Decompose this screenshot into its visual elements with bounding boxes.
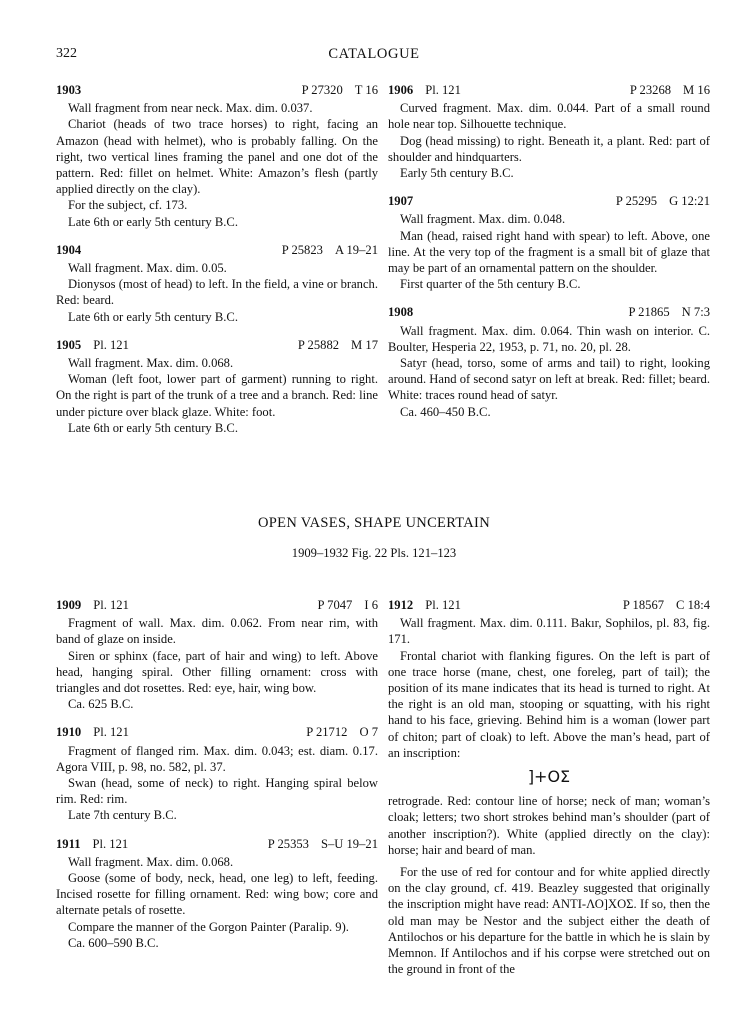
findspot: S–U 19–21 — [320, 836, 378, 851]
entry-header — [56, 82, 378, 98]
findspot: O 7 — [359, 725, 378, 740]
page-number: 322 — [56, 46, 77, 61]
entry-paragraph: Fragment of flanged rim. Max. dim. 0.043; est. diam. 0.17. Agora VIII, p. 98, no. 582, pl. 37. — [56, 743, 378, 774]
entry-paragraph: Wall fragment. Max. dim. 0.068. — [68, 854, 234, 869]
entry-paragraph: Wall fragment. Max. dim. 0.064. Thin wash on interior. C. Boulter, Hesperia 22, 1953, p. 71, no. 20, pl. 28. — [388, 323, 710, 354]
findspot: M 16 — [683, 83, 710, 97]
entry-date: Late 7th century B.C. — [68, 808, 177, 823]
entry-number: 1909 — [56, 598, 82, 612]
entry-header — [56, 724, 378, 740]
entry-number: 1910 — [56, 725, 82, 740]
findspot: T 16 — [354, 83, 378, 97]
findspot: I 6 — [364, 598, 378, 612]
entry-paragraph: For the subject, cf. 173. — [68, 198, 188, 213]
section-subtitle: 1909–1932 Fig. 22 Pls. 121–123 — [291, 546, 457, 560]
inventory-number: P 25353 — [267, 836, 309, 851]
entry-paragraph: Wall fragment. Max. dim. 0.068. — [68, 356, 234, 371]
entry-header — [388, 304, 710, 320]
entry-paragraph: Dog (head missing) to right. Beneath it, a plant. Red: part of shoulder and hindquarters. — [388, 133, 710, 164]
entry-paragraph: Goose (some of body, neck, head, one leg) to left, feeding. Incised rosette for filling ornament. Red: wing bow; core and alternate petals of rosette. — [56, 871, 378, 918]
inventory-number: P 21865 — [628, 305, 670, 320]
entry-paragraph: Wall fragment. Max. dim. 0.05. — [68, 261, 227, 276]
entry-number: 1903 — [56, 83, 82, 97]
entry-date: Late 6th or early 5th century B.C. — [68, 420, 238, 435]
entry-date: Early 5th century B.C. — [400, 166, 514, 181]
entry-date: Ca. 460–450 B.C. — [400, 404, 491, 419]
catalogue-entry-1910 — [56, 724, 378, 823]
running-head: CATALOGUE — [328, 46, 420, 62]
inventory-number: P 25295 — [615, 194, 658, 209]
entry-paragraph: For the use of red for contour and for white applied directly on the clay ground, cf. 419. Beazley suggested that originally the inscription might have read: ANTI-ΛΟ]ΧΟΣ. If so, then the old man may be Nestor and the subject either the death of Antilochos or his departure for the battle in which he is slain by Memnon. If Antilochos and if his corpse were stretched out on the ground in front of the — [388, 865, 710, 977]
entry-paragraph: Chariot (heads of two trace horses) to right, facing an Amazon (head with helmet), who is probably falling. On the right, two vertical lines framing the panel and one dot of the pattern. Red: fillet on helmet. White: Amazon’s flesh (partly applied directly on the clay). — [56, 117, 378, 197]
inventory-number: P 27320 — [301, 83, 343, 97]
findspot: A 19–21 — [334, 242, 378, 257]
entry-date: Ca. 625 B.C. — [68, 697, 134, 712]
entry-number: 1905 — [56, 337, 82, 352]
plate-reference: Pl. 121 — [93, 337, 129, 352]
entry-paragraph: Wall fragment from near neck. Max. dim. 0.037. — [68, 101, 313, 116]
plate-reference: Pl. 121 — [425, 598, 461, 612]
entry-number: 1912 — [388, 598, 414, 612]
entry-date: Late 6th or early 5th century B.C. — [68, 309, 238, 324]
entry-paragraph: Siren or sphinx (face, part of hair and wing) to left. Above head, hanging spiral. Other filling ornament: cross with triangles and dot rosettes. Red: eye, hair, wing bow. — [56, 648, 378, 696]
catalogue-entry-1909 — [56, 597, 378, 712]
inventory-number: P 25823 — [281, 242, 323, 257]
bottom-right-column — [388, 597, 710, 989]
section-title: OPEN VASES, SHAPE UNCERTAIN — [258, 515, 490, 531]
catalogue-entry-1907 — [388, 193, 710, 292]
entry-paragraph: Man (head, raised right hand with spear) to left. Above, one line. At the very top of the fragment is a small bit of glaze that may be part of an ornamental pattern on the shoulder. — [388, 228, 710, 276]
plate-reference: Pl. 121 — [425, 83, 461, 97]
entry-header — [56, 337, 378, 353]
catalogue-entry-1906 — [388, 82, 710, 181]
entry-paragraph: Wall fragment. Max. dim. 0.111. Bakır, Sophilos, pl. 83, fig. 171. — [388, 616, 710, 647]
entry-header — [56, 836, 378, 852]
findspot: M 17 — [351, 337, 378, 352]
catalogue-entry-1912 — [388, 597, 710, 977]
catalogue-entry-1905 — [56, 337, 378, 436]
inventory-number: P 7047 — [317, 598, 353, 612]
inventory-number: P 18567 — [622, 598, 665, 612]
entry-paragraph: Swan (head, some of neck) to right. Hanging spiral below rim. Red: rim. — [56, 776, 378, 807]
entry-header — [388, 597, 710, 613]
inventory-number: P 21712 — [306, 725, 348, 740]
entry-number: 1906 — [388, 83, 414, 97]
entry-paragraph: Fragment of wall. Max. dim. 0.062. From near rim, with band of glaze on inside. — [56, 616, 378, 647]
entry-paragraph: Curved fragment. Max. dim. 0.044. Part of a small round hole near top. Silhouette technique. — [388, 101, 710, 132]
plate-reference: Pl. 121 — [93, 598, 129, 612]
inventory-number: P 23268 — [629, 83, 672, 97]
catalogue-entry-1911 — [56, 836, 378, 951]
entry-date: Ca. 600–590 B.C. — [68, 935, 159, 950]
entry-date: First quarter of the 5th century B.C. — [400, 277, 581, 292]
catalogue-entry-1903 — [56, 82, 378, 230]
findspot: G 12:21 — [669, 194, 710, 209]
entry-number: 1908 — [388, 305, 414, 320]
plate-reference: Pl. 121 — [92, 836, 129, 851]
top-right-column — [388, 82, 710, 432]
entry-number: 1904 — [56, 242, 82, 257]
entry-paragraph: retrograde. Red: contour line of horse; neck of man; woman’s cloak; letters; two short strokes behind man’s shoulder (part of another inscription?). White (applied directly on the clay): horse; hair and beard of man. — [388, 794, 710, 857]
entry-paragraph: Wall fragment. Max. dim. 0.048. — [400, 212, 566, 227]
entry-paragraph: Dionysos (most of head) to left. In the field, a vine or branch. Red: beard. — [56, 277, 378, 308]
bottom-left-column — [56, 597, 378, 963]
entry-paragraph: Frontal chariot with flanking figures. On the left is part of one trace horse (mane, chest, one foreleg, part of tail); the position of its mane indicates that its head is turned to right. At the right is an old man, stooping or squatting, with his right hand to his face, grieving. Behind him is a woman (lower part of chiton; part of cloak) to left. Above the man’s head, part of an inscription: — [388, 648, 710, 760]
plate-reference: Pl. 121 — [93, 725, 129, 740]
catalogue-entry-1904 — [56, 242, 378, 325]
entry-number: 1911 — [56, 836, 81, 851]
entry-number: 1907 — [388, 194, 414, 209]
inventory-number: P 25882 — [297, 337, 340, 352]
entry-header — [56, 597, 378, 613]
entry-header — [388, 82, 710, 98]
entry-paragraph: Compare the manner of the Gorgon Painter (Paralip. 9). — [68, 919, 349, 934]
findspot: N 7:3 — [681, 305, 710, 320]
catalogue-entry-1908 — [388, 304, 710, 419]
entry-paragraph: Satyr (head, torso, some of arms and tail) to right, looking around. Hand of second satyr on left at break. Red: fillet; beard. White: traces round head of satyr. — [388, 356, 710, 403]
findspot: C 18:4 — [676, 598, 710, 612]
top-left-column — [56, 82, 378, 448]
entry-header — [388, 193, 710, 209]
entry-paragraph: Woman (left foot, lower part of garment) running to right. On the right is part of the trunk of a tree and a branch. Red: line under picture over black glaze. White: foot. — [56, 372, 378, 419]
entry-date: Late 6th or early 5th century B.C. — [68, 214, 238, 229]
inscription: ]+OΣ — [527, 767, 571, 787]
entry-header — [56, 242, 378, 258]
